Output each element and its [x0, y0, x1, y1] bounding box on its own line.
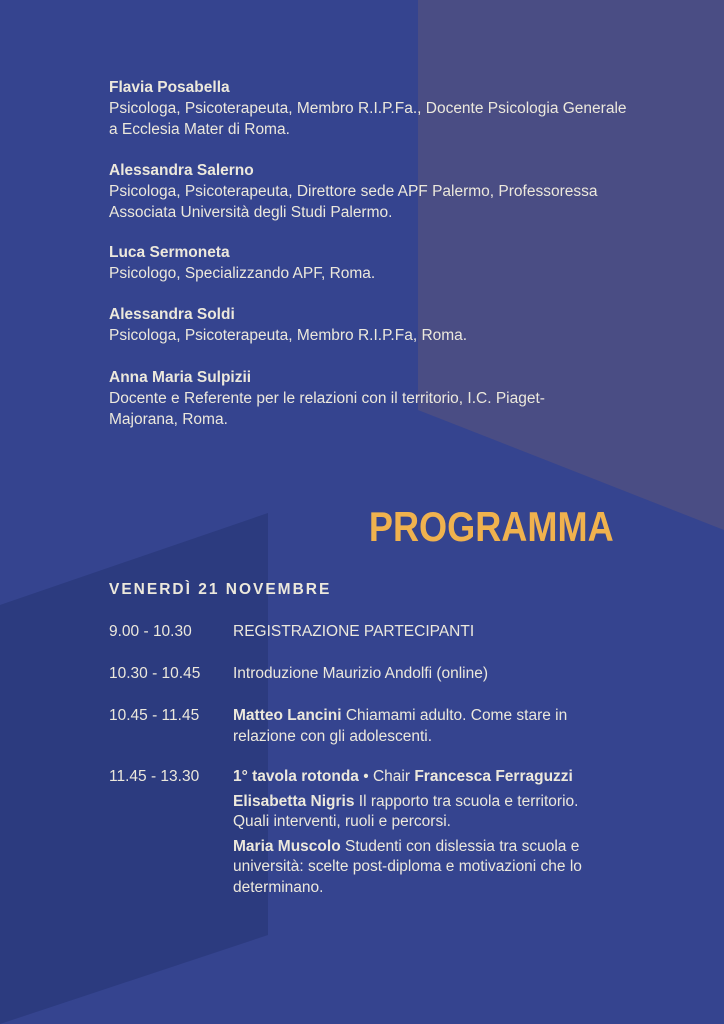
schedule-time: 9.00 - 10.30	[109, 623, 192, 640]
day-heading: VENERDÌ 21 NOVEMBRE	[109, 581, 332, 598]
speaker-bio	[109, 242, 639, 284]
speaker-name: Anna Maria Sulpizii	[109, 369, 252, 386]
speaker-bio	[109, 160, 639, 223]
speaker-role: Psicologa, Psicoterapeuta, Membro R.I.P.Fa., Docente Psicologia Generale a Ecclesia Mater di Roma.	[109, 100, 627, 138]
chair-label: • Chair	[363, 768, 411, 785]
speaker-name: Alessandra Soldi	[109, 306, 235, 323]
speaker-bio	[109, 77, 639, 140]
programma-title: PROGRAMMA	[369, 503, 614, 550]
schedule-time: 10.30 - 10.45	[109, 665, 201, 682]
schedule-speaker: Matteo Lancini	[233, 707, 342, 724]
talk	[233, 792, 613, 833]
schedule-time: 10.45 - 11.45	[109, 707, 200, 724]
schedule-text: Introduzione Maurizio Andolfi (online)	[233, 665, 489, 682]
speaker-bio	[109, 367, 549, 430]
schedule-desc	[233, 767, 613, 898]
talk-speaker: Maria Muscolo	[233, 837, 341, 855]
schedule-text: REGISTRAZIONE PARTECIPANTI	[233, 623, 475, 640]
speaker-bio	[109, 304, 639, 346]
speaker-name: Flavia Posabella	[109, 79, 230, 96]
talk-text: Il rapporto tra scuola e territorio. Quali interventi, ruoli e percorsi.	[233, 792, 579, 830]
talk	[233, 837, 593, 899]
talk-text: Studenti con dislessia tra scuola e università: scelte post-diploma e motivazioni che lo determinano.	[233, 837, 582, 896]
speaker-role: Psicologa, Psicoterapeuta, Direttore sede APF Palermo, Professoressa Associata Università degli Studi Palermo.	[109, 183, 598, 221]
chair-name: Francesca Ferraguzzi	[414, 768, 573, 785]
schedule-desc	[233, 706, 583, 747]
talk-speaker: Elisabetta Nigris	[233, 792, 355, 810]
speaker-role: Docente e Referente per le relazioni con il territorio, I.C. Piaget-Majorana, Roma.	[109, 390, 545, 428]
schedule-text: Chiamami adulto. Come stare in relazione con gli adolescenti.	[233, 707, 568, 745]
round-table-title: 1° tavola rotonda	[233, 768, 359, 785]
speaker-name: Alessandra Salerno	[109, 162, 254, 179]
speaker-role: Psicologa, Psicoterapeuta, Membro R.I.P.Fa, Roma.	[109, 327, 468, 344]
speaker-role: Psicologo, Specializzando APF, Roma.	[109, 265, 376, 282]
round-table-heading	[233, 768, 573, 785]
schedule-time: 11.45 - 13.30	[109, 768, 200, 785]
speaker-name: Luca Sermoneta	[109, 244, 230, 261]
